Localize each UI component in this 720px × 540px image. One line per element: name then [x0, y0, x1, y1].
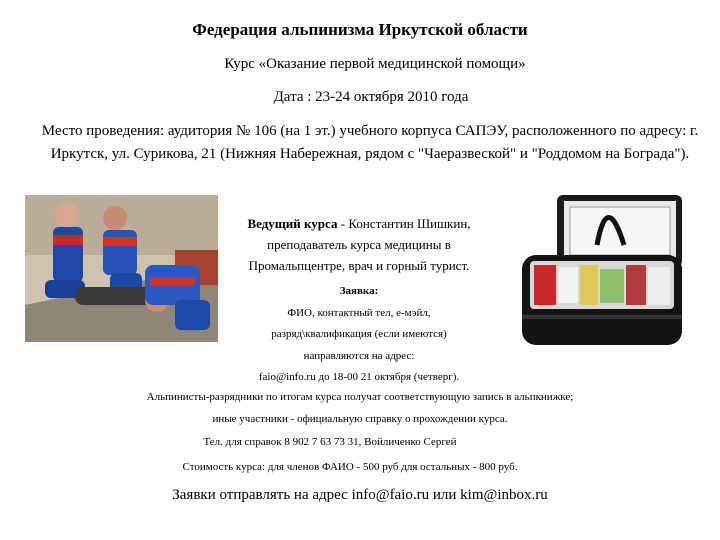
course-date: Дата : 23-24 октября 2010 года: [273, 89, 469, 105]
submission-address: Заявки отправлять на адрес info@faio.ru или kim@inbox.ru: [172, 487, 548, 503]
document-title: Федерация альпинизма Иркутской области: [192, 20, 528, 39]
application-header: Заявка:: [339, 285, 379, 297]
application-line: разряд\квалификация (если имеются): [271, 328, 447, 340]
first-aid-training-photo: [25, 195, 218, 342]
course-leader: [228, 213, 490, 276]
certification-line: Альпинисты-разрядники по итогам курса получат соответствующую запись в альпкнижке;: [146, 391, 574, 403]
certification-line: иные участники - официальную справку о прохождении курса.: [212, 412, 508, 425]
course-leader-label: Ведущий курса: [247, 216, 338, 231]
application-block: [228, 281, 490, 389]
application-line: faio@info.ru до 18-00 21 октября (четверг).: [258, 371, 460, 383]
course-cost: Стоимость курса: для членов ФАИО - 500 руб для остальных - 800 руб.: [182, 461, 518, 473]
course-leader-text: - Константин Шишкин, преподаватель курса медицины в Промальпцентре, врач и горный турист.: [248, 216, 471, 273]
application-line: ФИО, контактный тел, е-мэйл,: [287, 306, 431, 319]
first-aid-kit-photo: [512, 185, 693, 360]
course-name: Курс «Оказание первой медицинской помощи»: [224, 56, 526, 72]
certification-note: [60, 387, 660, 430]
course-location: Место проведения: аудитория № 106 (на 1 эт.) учебного корпуса САПЭУ, расположенного по адресу: г. Иркутск, ул. Сурикова, 21 (Нижняя Набережная, рядом с "Чаеразвеской" и "Роддомом на Бограда").: [41, 123, 699, 162]
application-line: направляются на адрес:: [303, 349, 415, 362]
contact-phone: Тел. для справок 8 902 7 63 73 31, Войличенко Сергей: [203, 436, 457, 448]
